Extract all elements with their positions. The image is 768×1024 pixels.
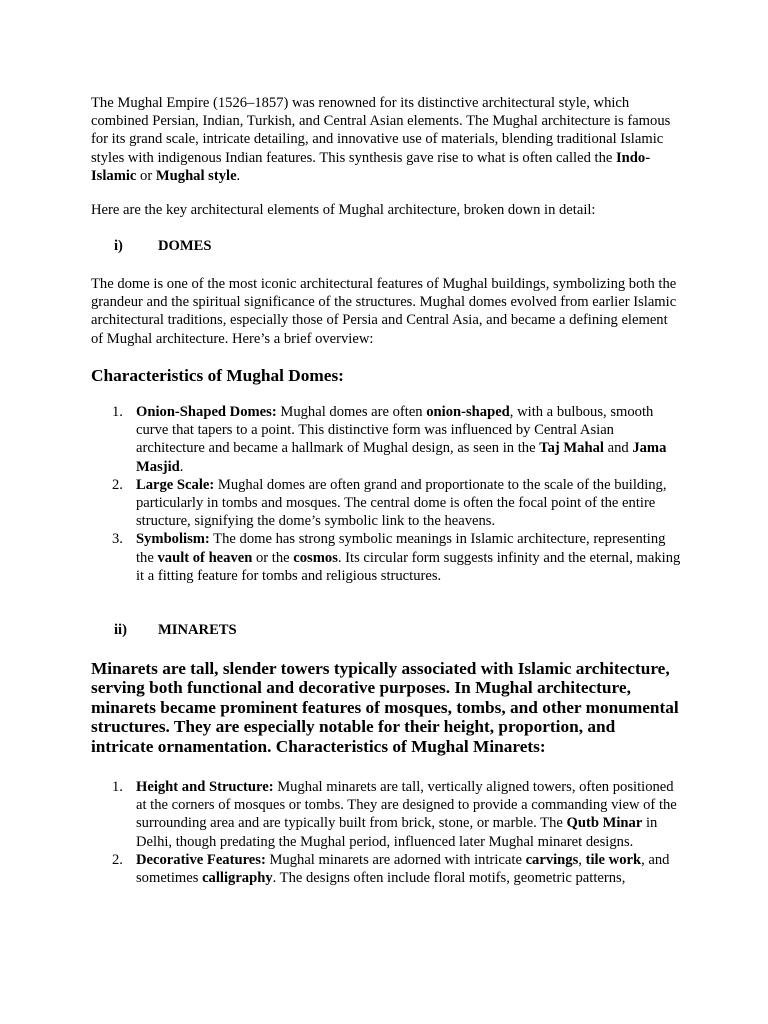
list-item-text: Mughal minarets are tall, vertically aligned towers, often positioned at the corners of mosques or tombs. They are designed to provide a commanding view of the surrounding area and are typically built from brick, stone, or marble. The <box>136 779 677 832</box>
minarets-list <box>91 778 681 887</box>
list-item-text: , with a bulbous, smooth curve that tapers to a point. This distinctive form was influenced by Central Asian architecture and became a hallmark of Mughal design, as seen in the <box>136 404 654 457</box>
section-number-minarets: ii) <box>114 622 127 638</box>
intro-bold-mughal-style: Mughal style <box>155 167 237 184</box>
list-item-text: Mughal domes are often grand and proportionate to the scale of the building, particularly in tombs and mosques. The central dome is often the focal point of the entire structure, signifying the dome’s symbolic link to the heavens. <box>136 476 667 530</box>
domes-paragraph: The dome is one of the most iconic architectural features of Mughal buildings, symbolizing both the grandeur and the spiritual significance of the structures. Mughal domes evolved from earlier Islamic architectural traditions, especially those of Persia and Central Asia, and became a defining element of Mughal architecture. Here’s a brief overview: <box>91 276 677 347</box>
list-number: 1. <box>112 779 123 795</box>
list-item-bold: carvings <box>525 851 579 868</box>
list-item-label: Large Scale: <box>136 476 215 493</box>
list-number: 1. <box>112 404 123 420</box>
domes-subheading: Characteristics of Mughal Domes: <box>91 366 344 385</box>
list-item-bold: tile work <box>585 851 642 868</box>
list-item-bold: Jama Masjid <box>136 440 667 475</box>
list-item-bold: calligraphy <box>202 870 273 887</box>
intro-text: The Mughal Empire (1526–1857) was renowned for its distinctive architectural style, which combined Persian, Indian, Turkish, and Central Asian elements. The Mughal architecture is famous for its grand scale, intricate detailing, and innovative use of materials, blending traditional Islamic styles with indigenous Indian features. This synthesis gave rise to what is often called the <box>91 95 671 166</box>
list-item-text: . The designs often include floral motifs, geometric patterns, <box>272 870 626 887</box>
list-item-text: and <box>603 440 633 457</box>
section-title-minarets: MINARETS <box>158 622 237 638</box>
intro-paragraph <box>91 94 681 185</box>
list-item-text: . Its circular form suggests infinity and the eternal, making it a fitting feature for tombs and religious structures. <box>136 549 681 584</box>
domes-list <box>91 403 681 585</box>
list-item-text: Mughal domes are often <box>276 404 427 420</box>
list-item-text: in Delhi, though predating the Mughal period, influenced later Mughal minaret designs. <box>136 815 658 850</box>
list-item-bold: vault of heaven <box>157 549 253 566</box>
list-item-bold: onion-shaped <box>426 404 510 420</box>
list-item-text: , and sometimes <box>136 851 670 887</box>
list-item-text: Mughal minarets are adorned with intricate <box>265 851 526 868</box>
minarets-lead-paragraph: Minarets are tall, slender towers typically associated with Islamic architecture, serving both functional and decorative purposes. In Mughal architecture, minarets became prominent features of mosques, tombs, and other monumental structures. They are especially notable for their height, proportion, and intricate ornamentation. Characteristics of Mughal Minarets: <box>91 659 679 756</box>
list-number: 3. <box>112 531 123 548</box>
list-item-label: Height and Structure: <box>136 779 274 795</box>
intro-text-end: . <box>236 167 241 184</box>
list-item-label: Onion-Shaped Domes: <box>136 404 277 420</box>
section-number-domes: i) <box>114 238 123 254</box>
list-item-text: or the <box>252 549 294 566</box>
intro-paragraph-2: Here are the key architectural elements of Mughal architecture, broken down in detail: <box>91 202 596 218</box>
list-item <box>91 778 681 851</box>
list-item-text: The dome has strong symbolic meanings in Islamic architecture, representing the <box>136 531 666 566</box>
list-number: 2. <box>112 476 123 493</box>
list-item <box>91 476 681 531</box>
list-item <box>91 530 681 585</box>
section-title-domes: DOMES <box>158 238 212 254</box>
list-item-label: Symbolism: <box>136 531 210 548</box>
list-item <box>91 403 681 476</box>
intro-bold-indo-islamic: Indo-Islamic <box>91 149 651 184</box>
list-item-text: . <box>179 458 184 475</box>
list-item-label: Decorative Features: <box>136 851 266 868</box>
intro-text-or: or <box>136 167 156 184</box>
list-item <box>91 851 681 887</box>
list-item-bold: cosmos <box>293 549 338 566</box>
list-item-bold: Qutb Minar <box>566 815 643 832</box>
list-item-text: , <box>578 851 586 868</box>
list-item-bold: Taj Mahal <box>539 440 604 457</box>
list-number: 2. <box>112 851 123 868</box>
